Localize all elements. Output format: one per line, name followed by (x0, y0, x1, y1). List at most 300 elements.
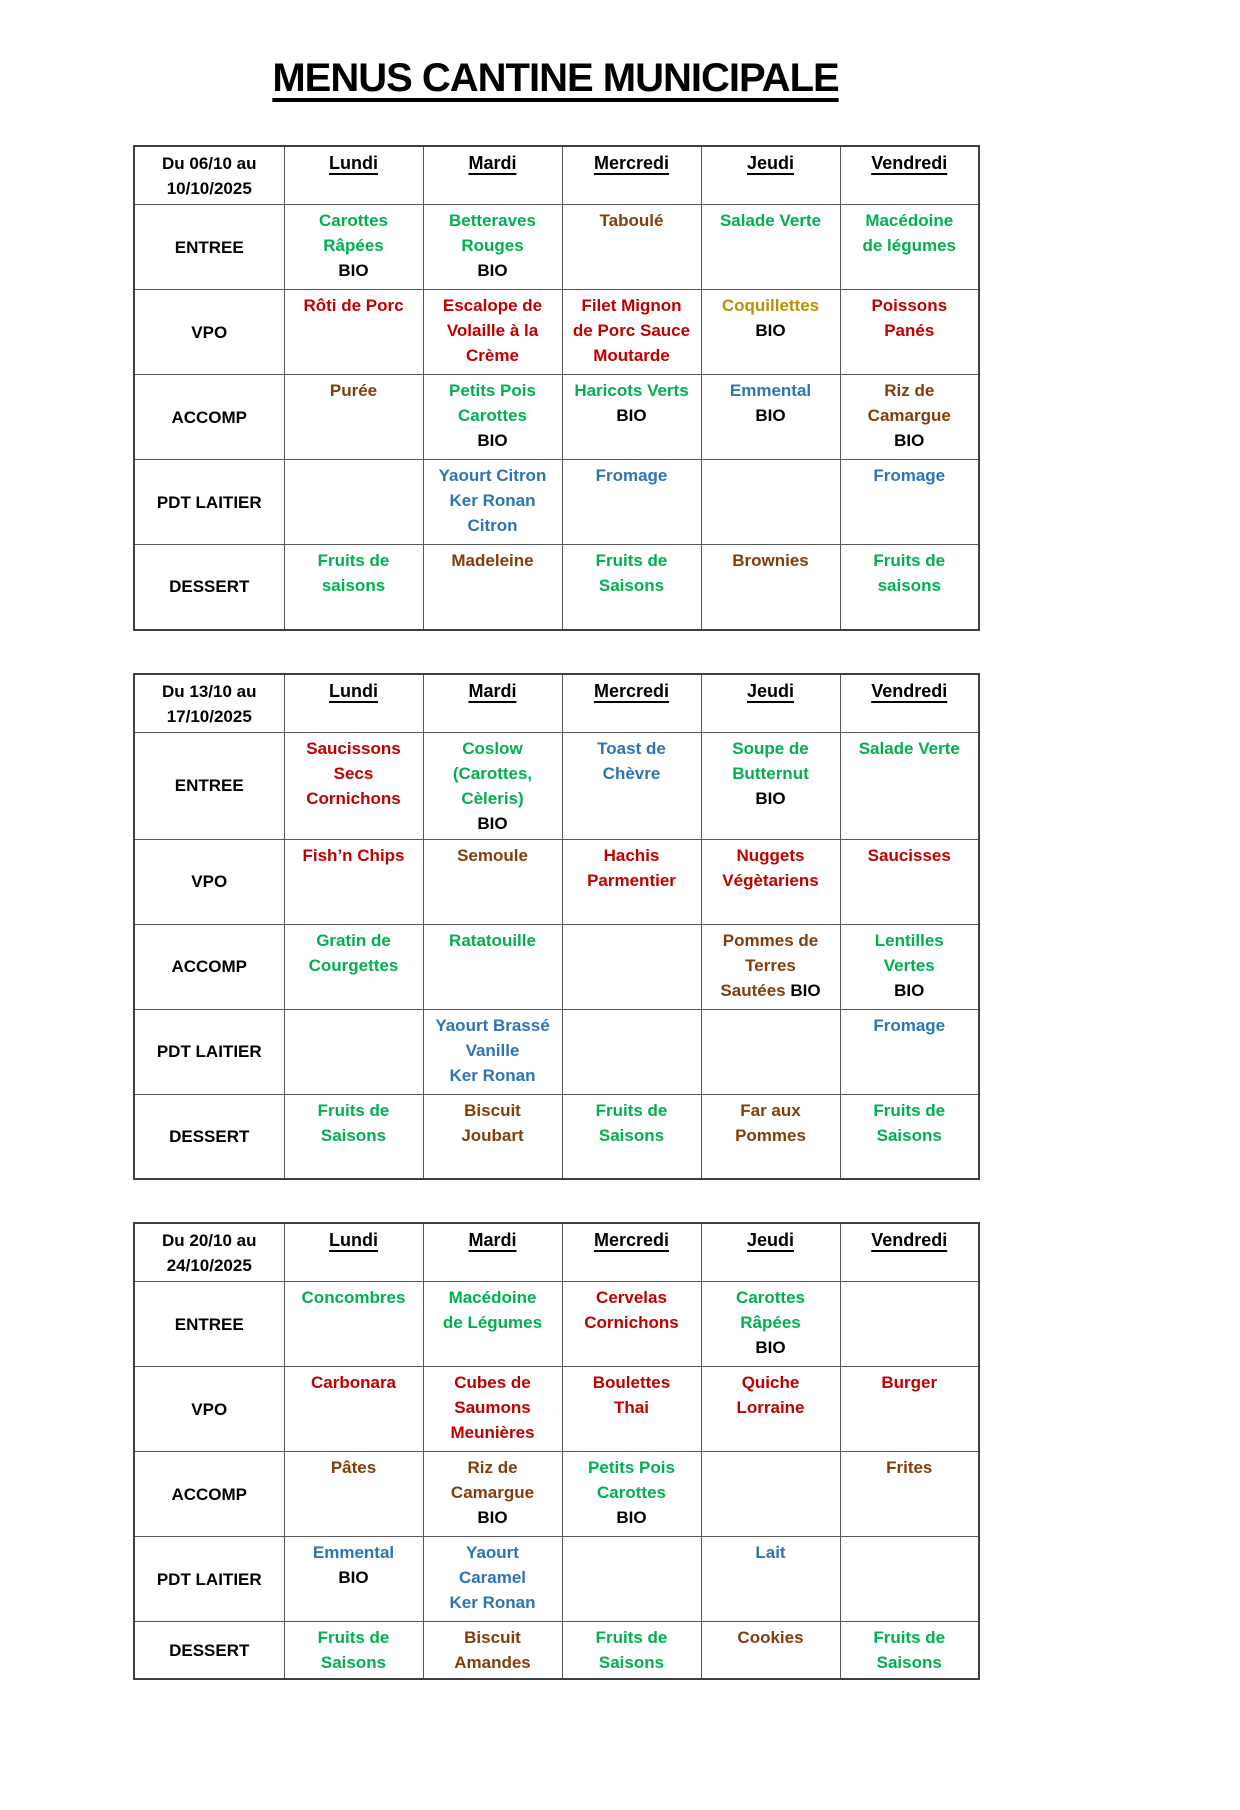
menu-item-text: Coquillettes (721, 296, 820, 315)
menu-item-text: de légumes (862, 236, 957, 255)
menu-item-text: Filet Mignon (581, 296, 682, 315)
menu-item-line (565, 378, 699, 403)
menu-item-line (565, 208, 699, 233)
row-label-vpo: VPO (134, 839, 284, 924)
menu-item-line (843, 573, 977, 598)
menu-item-line (704, 1335, 838, 1360)
menu-item-line (426, 1098, 560, 1123)
menu-item-text: Petits Pois (588, 1458, 675, 1477)
menu-item-line (426, 463, 560, 488)
menu-cell-vendredi-pdt-laitier (840, 1537, 979, 1622)
menu-item-text: Saumons (454, 1398, 531, 1417)
menu-item-text: Soupe de (732, 738, 809, 758)
menu-item-text: Volaille à la (446, 321, 539, 340)
menu-item-text: Escalope de (442, 296, 543, 315)
menu-cell-vendredi-vpo (840, 839, 979, 924)
day-header-vendredi (840, 674, 979, 733)
menu-item-line (704, 868, 838, 893)
menu-cell-mardi-vpo (423, 839, 562, 924)
menu-item-text: Frites (886, 1458, 933, 1477)
menu-item-text: Yaourt (466, 1543, 519, 1562)
menu-item-text: Macédoine (448, 1288, 537, 1307)
menu-item-text: Carottes (736, 1288, 805, 1307)
menu-item-text: Cervelas (596, 1288, 667, 1307)
menu-item-text: Sautées (720, 980, 786, 1000)
menu-item-text: Burger (881, 1373, 938, 1392)
day-header-label: Lundi (329, 1230, 378, 1250)
menu-item-text: Yaourt Citron (438, 466, 547, 485)
menu-item-text: Courgettes (308, 955, 399, 975)
menu-item-text: Fruits de (873, 551, 946, 570)
menu-item-line (426, 1420, 560, 1445)
menu-item-text: Taboulé (599, 211, 664, 230)
menu-item-text: Butternut (732, 763, 809, 783)
menu-item-text: Carbonara (310, 1373, 397, 1392)
menu-item-text: BIO (338, 261, 369, 280)
menu-item-line (426, 1540, 560, 1565)
menu-item-line (565, 868, 699, 893)
day-header-label: Mercredi (593, 1230, 670, 1250)
menu-item-line (287, 1540, 421, 1565)
menu-item-text: BIO (755, 1338, 786, 1357)
menu-item-line (704, 1285, 838, 1310)
menu-item-text: Purée (329, 381, 378, 400)
menu-item-text: Quiche (741, 1373, 800, 1392)
menu-item-text: Panés (884, 321, 935, 340)
day-header-label: Mardi (468, 1230, 517, 1250)
menu-cell-jeudi-entree (701, 205, 840, 290)
menu-item-text: Carottes (458, 406, 527, 425)
menu-item-text: Saisons (876, 1125, 942, 1145)
menu-item-text: Caramel (458, 1568, 527, 1587)
menu-item-line (287, 1650, 421, 1675)
day-header-vendredi (840, 1223, 979, 1282)
menu-cell-lundi-vpo (284, 1367, 423, 1452)
menu-item-line (565, 403, 699, 428)
menu-item-line (287, 258, 421, 283)
menu-cell-lundi-vpo (284, 290, 423, 375)
menu-item-text: Madeleine (451, 551, 534, 570)
menu-item-text: Coslow (462, 738, 523, 758)
menu-cell-jeudi-dessert (701, 545, 840, 630)
menu-item-text: Râpées (323, 236, 384, 255)
menu-item-text: Lentilles (874, 930, 944, 950)
menu-cell-lundi-pdt-laitier (284, 460, 423, 545)
day-header-label: Lundi (329, 153, 378, 173)
menu-item-line (565, 1123, 699, 1148)
menu-cell-mercredi-entree (562, 1282, 701, 1367)
menu-item-text: Hachis (603, 845, 660, 865)
menu-item-text: BIO (477, 813, 508, 833)
menu-item-text: Végètariens (722, 870, 819, 890)
week-period-line: 24/10/2025 (166, 1256, 252, 1275)
menu-item-line (843, 378, 977, 403)
menu-item-line (287, 928, 421, 953)
menu-cell-mardi-entree (423, 205, 562, 290)
menu-cell-mardi-entree (423, 732, 562, 839)
page-title: MENUS CANTINE MUNICIPALE (272, 56, 839, 100)
menu-item-line (565, 1625, 699, 1650)
menu-cell-lundi-dessert (284, 545, 423, 630)
menu-week-table-2 (133, 673, 980, 1181)
menu-cell-mercredi-vpo (562, 290, 701, 375)
weeks-container (133, 145, 978, 1680)
menu-item-line (426, 258, 560, 283)
menu-item-line (843, 548, 977, 573)
menu-item-text: Brownies (732, 551, 809, 570)
menu-item-line (287, 843, 421, 868)
menu-cell-mardi-dessert (423, 1622, 562, 1680)
row-label-entree: ENTREE (134, 1282, 284, 1367)
week-period-line: 10/10/2025 (166, 179, 252, 198)
menu-item-line (843, 233, 977, 258)
menu-cell-jeudi-pdt-laitier (701, 1537, 840, 1622)
day-header-label: Jeudi (746, 680, 794, 701)
menu-item-text: BIO (616, 406, 647, 425)
menu-item-line (426, 811, 560, 836)
day-header-label: Lundi (329, 680, 378, 701)
menu-item-text: Amandes (454, 1653, 531, 1672)
menu-item-line (704, 843, 838, 868)
menu-cell-vendredi-accomp (840, 924, 979, 1009)
menu-cell-mardi-dessert (423, 1094, 562, 1179)
menu-item-line (426, 1013, 560, 1038)
menu-cell-mercredi-accomp (562, 375, 701, 460)
menu-item-line (704, 208, 838, 233)
menu-item-text: Biscuit (464, 1628, 521, 1647)
menu-item-line (426, 786, 560, 811)
menu-item-line (704, 1540, 838, 1565)
menu-item-line (426, 1285, 560, 1310)
day-header-jeudi (701, 146, 840, 205)
menu-item-text: Cornichons (306, 788, 401, 808)
day-header-label: Mercredi (593, 153, 670, 173)
menu-item-text: Saucisses (867, 845, 951, 865)
menu-item-text: Saisons (598, 1653, 665, 1672)
menu-cell-lundi-dessert (284, 1622, 423, 1680)
menu-item-line (426, 1310, 560, 1335)
week-period-line: Du 13/10 au (162, 681, 257, 701)
menu-item-line (565, 1505, 699, 1530)
menu-cell-lundi-accomp (284, 375, 423, 460)
menu-cell-mardi-vpo (423, 290, 562, 375)
menu-item-text: Semoule (457, 845, 528, 865)
menu-item-line (426, 548, 560, 573)
menu-cell-lundi-vpo (284, 839, 423, 924)
day-header-label: Mardi (468, 680, 517, 701)
menu-item-line (565, 573, 699, 598)
menu-item-text: Chèvre (602, 763, 661, 783)
menu-item-text: Terres (745, 955, 796, 975)
menu-item-line (287, 761, 421, 786)
menu-cell-mercredi-dessert (562, 1094, 701, 1179)
menu-item-line (843, 208, 977, 233)
menu-item-text: Pommes (735, 1125, 806, 1145)
menu-cell-mercredi-pdt-laitier (562, 1009, 701, 1094)
menu-item-text: Saucissons (306, 738, 401, 758)
row-label-pdt-laitier: PDT LAITIER (134, 1009, 284, 1094)
menu-item-text: Fruits de (873, 1100, 946, 1120)
week-period-line: Du 20/10 au (162, 1231, 257, 1250)
menu-item-line (426, 1625, 560, 1650)
day-header-mardi (423, 674, 562, 733)
day-header-jeudi (701, 1223, 840, 1282)
menu-cell-mercredi-dessert (562, 545, 701, 630)
menu-item-line (426, 403, 560, 428)
menu-item-line (426, 1565, 560, 1590)
menu-item-line (565, 548, 699, 573)
menu-item-line (426, 343, 560, 368)
menu-item-line (426, 488, 560, 513)
day-header-lundi (284, 1223, 423, 1282)
day-header-label: Jeudi (746, 1230, 794, 1250)
menu-item-line (704, 1370, 838, 1395)
menu-item-line (565, 1455, 699, 1480)
menu-cell-jeudi-dessert (701, 1622, 840, 1680)
menu-item-text: Fromage (595, 466, 668, 485)
day-header-lundi (284, 146, 423, 205)
menu-item-line (843, 1098, 977, 1123)
menu-item-text: Emmental (729, 381, 812, 400)
menu-cell-vendredi-accomp (840, 1452, 979, 1537)
menu-item-text: Fruits de (873, 1628, 946, 1647)
menu-week-table-3 (133, 1222, 980, 1680)
menu-cell-vendredi-entree (840, 205, 979, 290)
menu-cell-mercredi-pdt-laitier (562, 1537, 701, 1622)
menu-item-text: Emmental (312, 1543, 395, 1562)
menu-item-line (426, 1395, 560, 1420)
menu-item-line (426, 378, 560, 403)
menu-item-text: Yaourt Brassé (435, 1015, 550, 1035)
menu-item-line (426, 736, 560, 761)
menu-item-text: Poissons (871, 296, 948, 315)
menu-cell-vendredi-dessert (840, 1622, 979, 1680)
menu-item-line (704, 1310, 838, 1335)
menu-item-text: de Porc Sauce (572, 321, 691, 340)
menu-item-line (426, 1590, 560, 1615)
menu-item-text: BIO (790, 980, 821, 1000)
menu-item-text: BIO (755, 406, 786, 425)
menu-item-line (843, 318, 977, 343)
menu-item-line (287, 1565, 421, 1590)
menu-item-line (843, 843, 977, 868)
week-period-line: 17/10/2025 (166, 706, 252, 726)
menu-item-text: Toast de (597, 738, 666, 758)
menu-cell-jeudi-accomp (701, 1452, 840, 1537)
menu-item-line (287, 1455, 421, 1480)
menu-item-line (565, 1395, 699, 1420)
menu-cell-mardi-pdt-laitier (423, 1009, 562, 1094)
menu-cell-mercredi-accomp (562, 924, 701, 1009)
menu-item-text: Citron (467, 516, 518, 535)
menu-item-line (426, 208, 560, 233)
day-header-label: Vendredi (871, 1230, 948, 1250)
menu-cell-mercredi-entree (562, 205, 701, 290)
menu-item-line (426, 1038, 560, 1063)
menu-item-text: Joubart (461, 1125, 524, 1145)
menu-item-text: Riz de (467, 1458, 518, 1477)
menu-item-text: Cornichons (584, 1313, 679, 1332)
menu-cell-lundi-entree (284, 205, 423, 290)
menu-item-line (843, 1625, 977, 1650)
menu-item-text: BIO (894, 431, 925, 450)
menu-item-text: Boulettes (592, 1373, 671, 1392)
row-label-accomp: ACCOMP (134, 375, 284, 460)
menu-item-line (287, 233, 421, 258)
row-label-accomp: ACCOMP (134, 924, 284, 1009)
menu-item-line (843, 293, 977, 318)
menu-item-line (704, 786, 838, 811)
menu-cell-jeudi-dessert (701, 1094, 840, 1179)
menu-cell-jeudi-accomp (701, 375, 840, 460)
menu-item-line (426, 761, 560, 786)
menu-cell-lundi-accomp (284, 924, 423, 1009)
menu-item-line (704, 928, 838, 953)
menu-item-line (565, 1285, 699, 1310)
menu-cell-jeudi-vpo (701, 290, 840, 375)
menu-item-text: Lait (755, 1543, 786, 1562)
menu-cell-mardi-accomp (423, 375, 562, 460)
menu-item-line (704, 736, 838, 761)
menu-cell-lundi-dessert (284, 1094, 423, 1179)
menu-item-text: Fruits de (317, 551, 390, 570)
row-label-entree: ENTREE (134, 205, 284, 290)
row-label-vpo: VPO (134, 1367, 284, 1452)
row-label-accomp: ACCOMP (134, 1452, 284, 1537)
menu-item-line (704, 318, 838, 343)
menu-item-line (843, 1013, 977, 1038)
menu-item-text: Salade Verte (719, 211, 822, 230)
menu-item-line (704, 1625, 838, 1650)
menu-item-text: Fromage (873, 466, 946, 485)
day-header-mercredi (562, 146, 701, 205)
menu-item-line (426, 1370, 560, 1395)
menu-item-line (704, 1098, 838, 1123)
day-header-label: Mardi (468, 153, 517, 173)
row-label-vpo: VPO (134, 290, 284, 375)
menu-cell-vendredi-accomp (840, 375, 979, 460)
menu-item-text: Petits Pois (449, 381, 536, 400)
menu-cell-mercredi-accomp (562, 1452, 701, 1537)
menu-cell-mercredi-entree (562, 732, 701, 839)
menu-item-line (843, 403, 977, 428)
menu-cell-jeudi-pdt-laitier (701, 460, 840, 545)
menu-item-text: Fruits de (317, 1628, 390, 1647)
menu-item-text: Cèleris) (461, 788, 524, 808)
menu-item-line (843, 1123, 977, 1148)
menu-cell-mercredi-vpo (562, 1367, 701, 1452)
day-header-label: Vendredi (871, 680, 948, 701)
menu-item-line (843, 1370, 977, 1395)
menu-cell-vendredi-vpo (840, 1367, 979, 1452)
menu-cell-mercredi-pdt-laitier (562, 460, 701, 545)
menu-cell-jeudi-accomp (701, 924, 840, 1009)
day-header-mercredi (562, 674, 701, 733)
day-header-mardi (423, 146, 562, 205)
menu-item-text: BIO (338, 1568, 369, 1587)
day-header-mercredi (562, 1223, 701, 1282)
menu-cell-vendredi-dessert (840, 545, 979, 630)
menu-cell-mardi-pdt-laitier (423, 460, 562, 545)
menu-item-text: de Légumes (442, 1313, 543, 1332)
menu-item-line (426, 233, 560, 258)
menu-item-text: BIO (616, 1508, 647, 1527)
menu-item-line (843, 1650, 977, 1675)
menu-cell-mardi-accomp (423, 924, 562, 1009)
menu-item-text: Rouges (461, 236, 524, 255)
menu-item-line (565, 1370, 699, 1395)
menu-item-line (426, 1650, 560, 1675)
menu-cell-lundi-entree (284, 732, 423, 839)
menu-item-line (287, 573, 421, 598)
menu-item-line (287, 1098, 421, 1123)
menu-item-text: saisons (321, 576, 386, 595)
menu-item-line (565, 343, 699, 368)
menu-item-text: Betteraves (449, 211, 536, 230)
menu-item-line (704, 548, 838, 573)
menu-cell-jeudi-pdt-laitier (701, 1009, 840, 1094)
menu-item-line (565, 736, 699, 761)
menu-item-line (843, 736, 977, 761)
menu-item-text: Ker Ronan (449, 491, 536, 510)
week-period (134, 674, 284, 733)
menu-item-text: Râpées (740, 1313, 801, 1332)
menu-item-line (287, 208, 421, 233)
menu-item-text: Cubes de (454, 1373, 531, 1392)
menu-item-line (287, 786, 421, 811)
menu-item-text: Fruits de (595, 1628, 668, 1647)
menu-item-text: Fruits de (595, 551, 668, 570)
menu-item-text: Far aux (740, 1100, 801, 1120)
menu-item-text: BIO (477, 261, 508, 280)
menu-item-text: Riz de (884, 381, 935, 400)
menu-cell-mercredi-vpo (562, 839, 701, 924)
day-header-label: Mercredi (593, 680, 670, 701)
day-header-jeudi (701, 674, 840, 733)
menu-item-line (426, 293, 560, 318)
week-period (134, 1223, 284, 1282)
menu-item-line (565, 293, 699, 318)
menu-cell-vendredi-dessert (840, 1094, 979, 1179)
menu-item-line (704, 1123, 838, 1148)
menu-item-text: Fruits de (595, 1100, 668, 1120)
menu-cell-mardi-accomp (423, 1452, 562, 1537)
menu-item-line (426, 1505, 560, 1530)
row-label-pdt-laitier: PDT LAITIER (134, 460, 284, 545)
menu-item-line (287, 1123, 421, 1148)
menu-item-text: Lorraine (736, 1398, 805, 1417)
menu-item-text: Concombres (301, 1288, 406, 1307)
menu-item-line (565, 843, 699, 868)
menu-item-line (565, 1098, 699, 1123)
day-header-mardi (423, 1223, 562, 1282)
menu-item-line (704, 1395, 838, 1420)
menu-cell-lundi-entree (284, 1282, 423, 1367)
menu-item-line (287, 1285, 421, 1310)
menu-cell-mardi-pdt-laitier (423, 1537, 562, 1622)
menu-item-text: Fromage (873, 1015, 946, 1035)
row-label-pdt-laitier: PDT LAITIER (134, 1537, 284, 1622)
menu-item-line (426, 428, 560, 453)
menu-item-line (426, 1455, 560, 1480)
menu-item-text: Cookies (737, 1628, 804, 1647)
menu-item-line (287, 736, 421, 761)
menu-item-text: BIO (477, 431, 508, 450)
menu-item-text: Pâtes (330, 1458, 377, 1477)
menu-item-text: Ker Ronan (449, 1065, 536, 1085)
week-period (134, 146, 284, 205)
menu-item-line (287, 293, 421, 318)
